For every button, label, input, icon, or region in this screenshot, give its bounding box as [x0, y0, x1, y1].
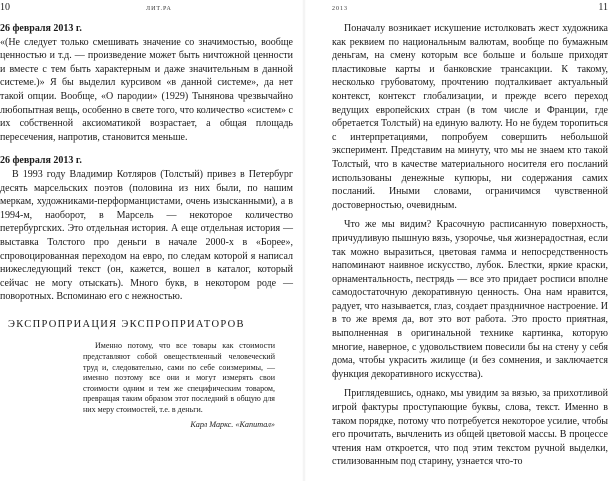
- right-page-number: 11: [598, 2, 608, 13]
- epigraph: [83, 341, 275, 430]
- right-page: [308, 0, 608, 481]
- right-text-block: [332, 22, 608, 469]
- epigraph-work: «Капитал»: [235, 419, 275, 429]
- entry-date: 26 февраля 2013 г.: [0, 23, 82, 34]
- body-paragraph: Что же мы видим? Красочную расписанную поверхность, причудливую пышную вязь, узорочье, чья жизнерадостная, если так можно выразиться, цветовая гамма и непосредственность напоминают наивное искусство, лубок. Блестки, яркие краски, орнаментальность, пестрядь — все это придает росписи вполне самодостаточную декоративную ценность. Она нам нравится, радует, что называется, глаз, создает праздничное настроение. И в то же время да, вот это вот работа. Это просто приятная, выполненная в оригинальной технике картинка, которую многие, наверное, с удовольствием повесили бы на стену у себя дома, чтобы украсить жилище (и без сомнения, и заключается функция декоративного искусства).: [332, 219, 608, 380]
- epigraph-source: [83, 420, 275, 431]
- entry-text: В 1993 году Владимир Котляров (Толстый) привез в Петербург десять марсельских поэтов (половина из них были, по нашим меркам, художниками-перформанцистами, очень изысканными), а в 1994-м, наоборот, в Марсель — некоторое количество петербургских. Это отдельная история. А еще отдельная история — выставка Толстого про деньги в начале 2000-х в «Борее», спровоцированная переходом на евро, по следам которой я написал нижеследующий текст (он, кажется, вошел в каталог, который сейчас не могу отыскать). Много букв, в некотором роде — поворотных. Вспоминаю его с нежностью.: [0, 168, 293, 303]
- body-paragraph: Приглядевшись, однако, мы увидим за вязью, за прихотливой игрой фактуры проступающие буквы, слова, текст. Именно в таком порядке, потому что потребуется некоторое усилие, чтобы его прочитать, вычленить из общей цветовой массы. В процессе чтения нам откроется, что под этим текстом ручной выделки, стилизованным под старину, узнается что-то: [332, 388, 608, 468]
- spine-gutter: [302, 0, 306, 481]
- body-paragraph: Поначалу возникает искушение истолковать жест художника как реквием по национальным валютам, вообще по бумажным деньгам, на смену которым все больше и больше приходят пластиковые карты и банковские трансакции. К такому, несколько грубоватому, прочтению подталкивает актуальный контекст, контекст глобализации, и прежде всего переход ведущих европейских стран (в том числе и Франции, где обретается Толстый) на единую валюту. Но не будем торопиться с интерпретациями, попробуем совершить небольшой эксперимент. Представим на минуту, что мы не знаем кто такой Толстый, что в качестве материального носителя его посланий использованы денежные купюры, ни содержания самих посланий. Иными словами, ограничимся чувственной достоверностью, очевидным.: [332, 23, 608, 211]
- left-running-head: [0, 2, 300, 14]
- entry-text: «(Не следует только смешивать значение со значимостью, вообще ценностью и т.д. — произведение может быть ничтожной ценности и вместе с тем быть характерным и даже значительным в данной системе.)» Я бы выделил курсивом «в данной системе», да нет такой опции. Вообще, «О пародии» (1929) Тынянова чрезвычайно любопытная вещь, особенно в свете того, что количество «систем» с их собственной аксиоматикой возрастает, а общая площадь пересечения, напротив, становится меньше.: [0, 36, 293, 143]
- left-running-title: ЛИТ.РА: [146, 6, 172, 12]
- right-running-title: 2013: [332, 6, 348, 12]
- left-page: [0, 0, 300, 481]
- epigraph-author: Карл Маркс.: [190, 419, 234, 429]
- left-text-block: [0, 22, 293, 430]
- right-running-head: [308, 2, 608, 14]
- section-heading: ЭКСПРОПРИАЦИЯ ЭКСПРОПРИАТОРОВ: [8, 318, 245, 330]
- entry-date: 26 февраля 2013 г.: [0, 155, 82, 167]
- left-page-number: 10: [0, 2, 10, 13]
- epigraph-text: Именно потому, что все товары как стоимости представляют собой овеществленный человеческий труд и, следовательно, сами по себе соизмеримы, — именно поэтому все они и могут измерять свои стоимости одним и тем же специфическим товаром, превращая таким образом этот последний в общую для них меру стоимостей, т.е. в деньги.: [83, 341, 275, 415]
